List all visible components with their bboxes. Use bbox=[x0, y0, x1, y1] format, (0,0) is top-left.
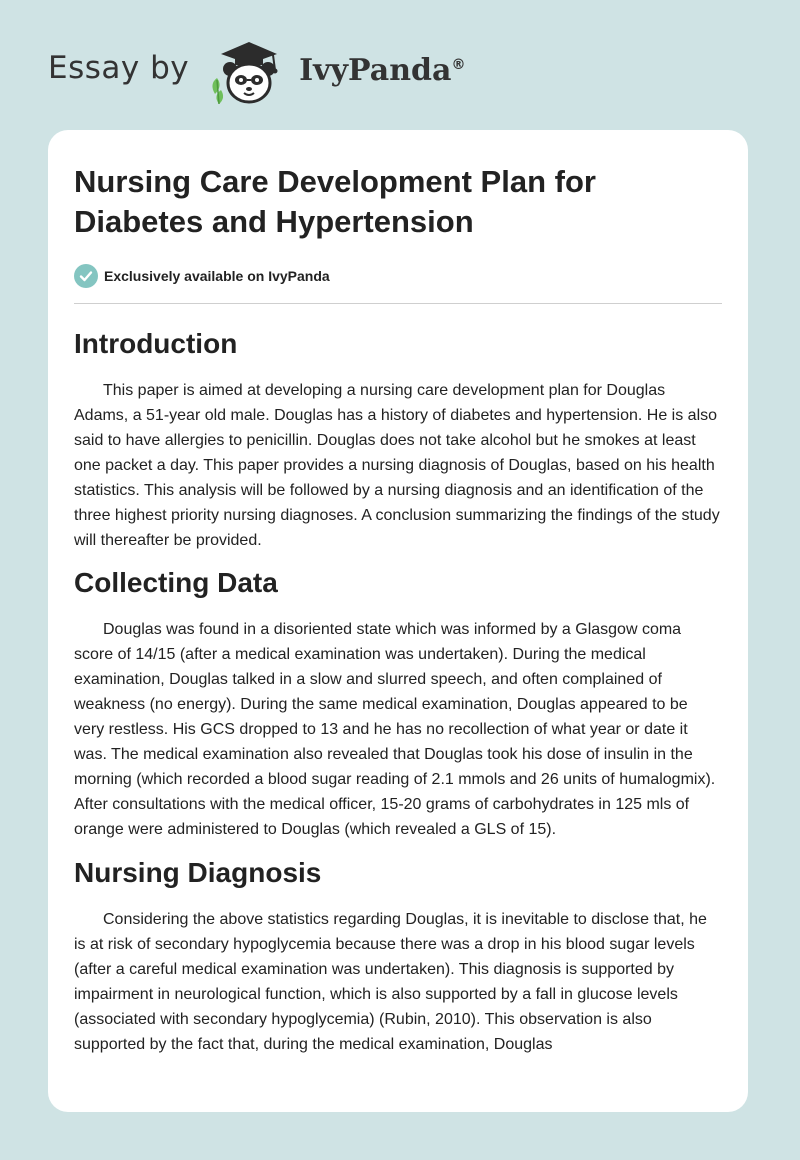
exclusive-badge bbox=[74, 264, 330, 288]
page-title: Nursing Care Development Plan for Diabetes and Hypertension bbox=[74, 164, 596, 239]
registered-mark: ® bbox=[451, 56, 466, 73]
section-introduction bbox=[74, 322, 722, 553]
section-paragraph: Considering the above statistics regarding Douglas, it is inevitable to disclose that, he is at risk of secondary hypoglycemia because there was a drop in his blood sugar levels (after a careful medical examination was undertaken). This diagnosis is supported by impairment in neurological function, which is also supported by a fall in glucose levels (associated with secondary hypoglycemia) (Rubin, 2010). This observation is also supported by the fact that, during the medical examination, Douglas bbox=[74, 911, 707, 1053]
article-card bbox=[48, 130, 748, 1112]
ivypanda-logo-icon bbox=[205, 38, 293, 108]
divider bbox=[74, 303, 722, 304]
section-heading: Introduction bbox=[74, 328, 238, 359]
brand-header[interactable] bbox=[48, 38, 465, 108]
section-paragraph: Douglas was found in a disoriented state which was informed by a Glasgow coma score of 14/15 (after a medical examination was undertaken). During the medical examination, Douglas talked in a slow and slurred speech, and often complained of weakness (no energy). During the same medical examination, Douglas appeared to be very restless. His GCS dropped to 13 and he has no recollection of what year or date it was. The medical examination also revealed that Douglas took his dose of insulin in the morning (which recorded a blood sugar reading of 2.1 mmols and 26 units of humalogmix). After consultations with the medical officer, 15-20 grams of carbohydrates in 125 mls of orange were administered to Douglas (which revealed a GLS of 15). bbox=[74, 621, 716, 838]
section-paragraph: This paper is aimed at developing a nursing care development plan for Douglas Adams, a 51-year old male. Douglas has a history of diabetes and hypertension. He is also said to have allergies to penicillin. Douglas does not take alcohol but he smokes at least one packet a day. This paper provides a nursing diagnosis of Douglas, based on his health statistics. This analysis will be followed by a nursing diagnosis and an identification of the three highest priority nursing diagnoses. A conclusion summarizing the findings of the study will thereafter be provided. bbox=[74, 382, 720, 549]
section-collecting-data bbox=[74, 561, 722, 842]
section-nursing-diagnosis bbox=[74, 851, 722, 1057]
section-heading: Nursing Diagnosis bbox=[74, 857, 322, 888]
brand-name: IvyPanda® bbox=[299, 52, 466, 88]
article-body bbox=[74, 322, 722, 1057]
brand-prefix: Essay by bbox=[48, 50, 190, 86]
section-heading: Collecting Data bbox=[74, 567, 278, 598]
check-icon bbox=[74, 264, 98, 288]
exclusive-label: Exclusively available on IvyPanda bbox=[104, 268, 330, 284]
